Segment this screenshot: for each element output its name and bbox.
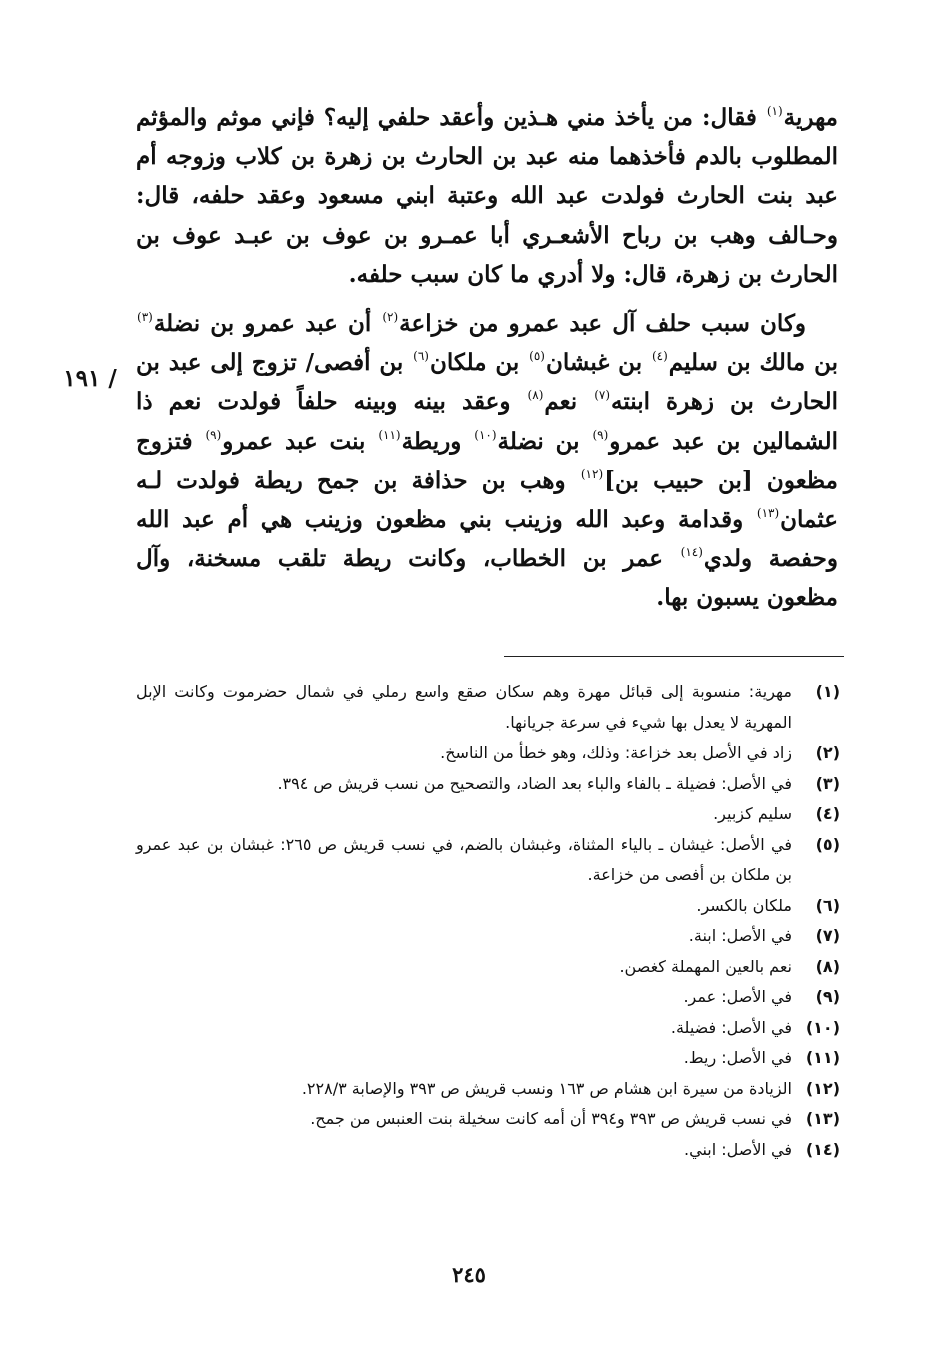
footnote-item xyxy=(136,1013,840,1044)
footnote-item xyxy=(136,769,840,800)
footnote-ref-4: (٤) xyxy=(651,349,668,364)
text-run: بن مالك بن سليم xyxy=(668,349,838,377)
footnote-text: في الأصل: ابني. xyxy=(684,1139,792,1159)
text-run: وعقد بينه وبينه حلفاً فولدت نعم ذا الشمالين بن عبد عمرو xyxy=(136,388,838,455)
footnote-number: (٧) xyxy=(815,926,840,945)
footnote-item xyxy=(136,1135,840,1166)
page-number: ٢٤٥ xyxy=(452,1262,486,1287)
footnote-ref-5: (٥) xyxy=(529,349,545,364)
footnote-text: ملكان بالكسر. xyxy=(696,895,792,915)
footnote-item xyxy=(136,1043,840,1074)
footnote-number: (٢) xyxy=(815,743,840,762)
footnote-ref-8: (٨) xyxy=(527,388,544,403)
footnote-item xyxy=(136,921,840,952)
footnote-item xyxy=(136,830,840,891)
footnote-item xyxy=(136,799,840,830)
text-run: نعم xyxy=(544,388,594,416)
paragraph-1 xyxy=(136,98,838,294)
footnote-text: في الأصل: عمر. xyxy=(683,987,792,1006)
footnote-item xyxy=(136,1074,840,1105)
footnote-ref-12: (١٢) xyxy=(580,466,604,481)
paragraph-2 xyxy=(136,304,838,618)
footnote-text: في الأصل: غيشان ـ بالياء المثناة، وغبشان بالضم، في نسب قريش ص ٢٦٥: غبشان بن عبد عمرو بن ملكان بن أفصى من خزاعة. xyxy=(136,834,792,884)
footnote-item xyxy=(136,982,840,1013)
footnote-ref-7: (٧) xyxy=(594,388,611,403)
footnote-text: الزيادة من سيرة ابن هشام ص ١٦٣ ونسب قريش ص ٣٩٣ والإصابة ٢٢٨/٣. xyxy=(301,1078,792,1098)
text-run: فتزوج مظعون [بن حبيب بن] xyxy=(136,427,838,494)
footnote-number: (١١) xyxy=(805,1048,840,1067)
main-text xyxy=(136,98,838,618)
footnote-number: (١٣) xyxy=(805,1109,840,1128)
footnote-item xyxy=(136,891,840,922)
footnote-number: (١) xyxy=(815,682,840,701)
footnote-item xyxy=(136,952,840,983)
margin-page-marker: / ١٩١ xyxy=(63,365,117,392)
footnote-item xyxy=(136,738,840,769)
footnote-ref-1: (١) xyxy=(766,104,783,118)
text-run: وريطة xyxy=(401,427,474,455)
footnote-text: في الأصل: ريط. xyxy=(683,1048,792,1067)
footnote-ref-9: (٩) xyxy=(205,427,222,442)
text-run: وهب بن حذافة بن جمح ريطة فولدت لـه عثمان xyxy=(136,466,838,534)
footnote-ref-3: (٣) xyxy=(137,310,153,325)
text-run: فقال: من يأخذ مني هـذين وأعقد حلفي إليه؟ فإني موثم والمؤثم المطلوب بالدم فأخذهما منه عبد بن الحارث بن زهرة بن كلاب وزوجه أم عبد بنت الحارث فولدت عبد الله وعتبة ابني مسعود وعقد حلفه، قال: وحـالف وهب بن رباح الأشعـري أبا عمـرو بن عوف بن عبـد عوف بن الحارث بن زهرة، قال: ولا أدري ما كان سبب حلفه. xyxy=(136,104,838,288)
footnote-ref-9: (٩) xyxy=(592,427,609,442)
footnote-text: مهرية: منسوبة إلى قبائل مهرة وهم سكان صقع واسع رملي في شمال حضرموت وكانت الإبل المهرية لا يعدل بها شيء في سرعة جريانها. xyxy=(136,682,792,732)
footnote-number: (١٤) xyxy=(805,1139,840,1159)
text-run: بن نضلة xyxy=(497,427,592,455)
footnote-number: (١٠) xyxy=(805,1017,840,1037)
text-run: أن عبد عمرو بن نضلة xyxy=(153,310,382,338)
text-run: وقدامة وعبد الله وزينب بني مظعون وزينب هي أم عبد الله وحفصة ولدي xyxy=(136,506,838,573)
footnote-divider xyxy=(504,656,844,657)
text-run: عمر بن الخطاب، وكانت ريطة تلقب مسخنة، وآل مظعون يسبون بها. xyxy=(136,545,838,612)
footnote-number: (٦) xyxy=(815,895,840,915)
footnote-text: في الأصل: فضيلة. xyxy=(670,1017,792,1037)
footnote-number: (٣) xyxy=(815,773,840,793)
footnote-ref-10: (١٠) xyxy=(474,427,497,442)
text-run: بن أفصى/ تزوج إلى عبد بن الحارث بن زهرة ابنته xyxy=(136,349,838,416)
text-run: وكان سبب حلف آل عبد عمرو من خزاعة xyxy=(399,310,806,338)
footnote-item xyxy=(136,1104,840,1135)
footnote-number: (١٢) xyxy=(805,1078,840,1098)
footnote-text: في الأصل: ابنة. xyxy=(688,926,792,945)
text-run: بن ملكان xyxy=(429,349,529,377)
footnote-number: (٨) xyxy=(815,956,840,976)
footnote-text: في الأصل: فضيلة ـ بالفاء والباء بعد الضاد، والتصحيح من نسب قريش ص ٣٩٤. xyxy=(277,773,792,793)
footnote-ref-11: (١١) xyxy=(378,427,401,442)
text-run: بن غبشان xyxy=(545,349,651,377)
footnote-ref-6: (٦) xyxy=(413,349,429,364)
footnote-text: سليم كزبير. xyxy=(713,804,792,823)
footnote-ref-14: (١٤) xyxy=(680,545,703,560)
footnote-text: نعم بالعين المهملة كغصن. xyxy=(619,956,792,976)
footnote-text: زاد في الأصل بعد خزاعة: وذلك، وهو خطأ من الناسخ. xyxy=(440,743,792,762)
footnote-number: (٤) xyxy=(815,804,840,823)
footnote-item xyxy=(136,677,840,738)
text-run: مهرية xyxy=(783,104,838,131)
footnotes-list xyxy=(136,677,840,1165)
footnote-number: (٩) xyxy=(815,987,840,1006)
text-run: بنت عبد عمرو xyxy=(222,427,378,455)
footnote-ref-13: (١٣) xyxy=(756,506,780,521)
footnote-ref-2: (٢) xyxy=(382,310,399,325)
footnote-text: في نسب قريش ص ٣٩٣ و٣٩٤ أن أمه كانت سخيلة بنت العنبس من جمح. xyxy=(310,1109,792,1128)
footnote-number: (٥) xyxy=(815,834,840,854)
